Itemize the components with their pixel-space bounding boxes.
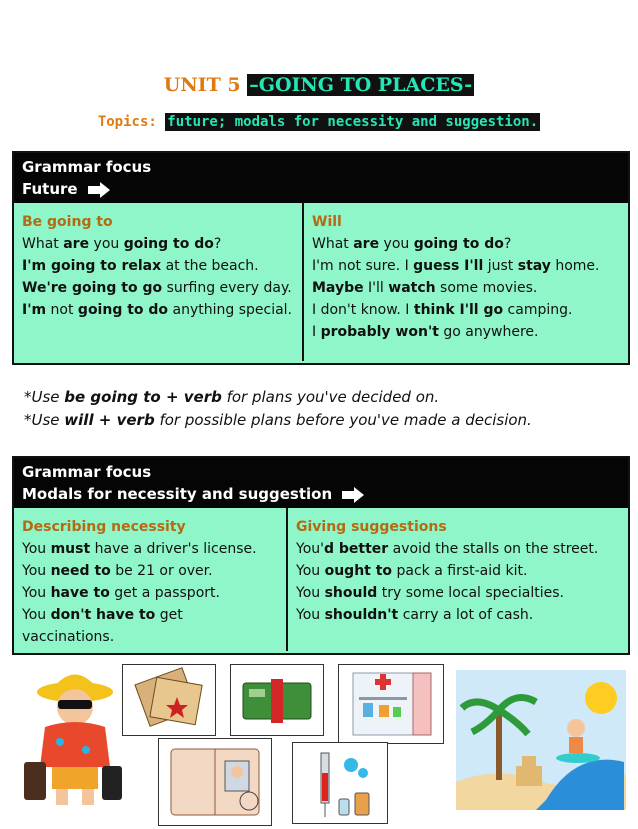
- first-aid-kit-image: [338, 664, 444, 744]
- grammar-keyword: I'm going to relax: [22, 258, 162, 274]
- unit-label: UNIT 5: [163, 74, 241, 96]
- note-text: for possible plans before you've made a decision.: [154, 411, 532, 429]
- sentence-text: You: [22, 607, 51, 623]
- example-sentence: [312, 321, 612, 343]
- be-going-to-title: Be going to: [22, 214, 113, 230]
- topics-label: Topics:: [97, 114, 157, 130]
- be-going-to-column: [14, 203, 302, 361]
- suggestions-examples: [296, 538, 612, 626]
- sentence-text: avoid the stalls on the street.: [388, 541, 599, 557]
- sentence-text: ?: [503, 236, 512, 252]
- necessity-title: Describing necessity: [22, 519, 186, 535]
- necessity-column: [14, 508, 286, 651]
- sentence-text: carry a lot of cash.: [398, 607, 534, 623]
- sentence-text: You': [296, 541, 324, 557]
- will-title: Will: [312, 214, 342, 230]
- sentence-text: You: [296, 585, 325, 601]
- sentence-text: be 21 or over.: [110, 563, 213, 579]
- suggestions-title: Giving suggestions: [296, 519, 447, 535]
- grammar-keyword: shouldn't: [324, 607, 399, 623]
- sentence-text: ?: [213, 236, 222, 252]
- sentence-text: try some local specialties.: [377, 585, 564, 601]
- sentence-text: just: [483, 258, 518, 274]
- example-sentence: [296, 560, 612, 582]
- sentence-text: home.: [550, 258, 600, 274]
- grammar-keyword: going to do: [123, 236, 214, 252]
- example-sentence: [296, 538, 612, 560]
- example-sentence: [312, 299, 612, 321]
- passport-image: [158, 738, 272, 826]
- grammar-keyword: I'm: [22, 302, 47, 318]
- grammar-keyword: must: [50, 541, 91, 557]
- vaccine-image: [292, 742, 388, 824]
- sentence-text: I'm not sure. I: [312, 258, 414, 274]
- sentence-text: I don't know. I: [312, 302, 414, 318]
- grammar-keyword: need to: [50, 563, 111, 579]
- sentence-text: camping.: [503, 302, 573, 318]
- example-sentence: [312, 255, 612, 277]
- sentence-text: get vaccinations.: [22, 607, 183, 645]
- grammar-keyword: Maybe: [312, 280, 364, 296]
- sentence-text: You: [22, 541, 51, 557]
- note-text: *Use: [24, 411, 65, 429]
- example-sentence: [22, 299, 294, 321]
- modals-subheading-row: [22, 483, 620, 505]
- topics-text: future; modals for necessity and suggestion.: [167, 114, 539, 130]
- grammar-keyword: ought to: [324, 563, 393, 579]
- beach-image: [456, 670, 626, 810]
- grammar-keyword: think I'll go: [413, 302, 504, 318]
- grammar-keyword: guess I'll: [413, 258, 484, 274]
- right-arrow-icon: [87, 181, 111, 199]
- sentence-text: I: [312, 324, 321, 340]
- unit-title: [0, 74, 638, 96]
- example-sentence: [312, 233, 612, 255]
- example-sentence: [22, 582, 278, 604]
- grammar-keyword: are: [63, 236, 90, 252]
- grammar-keyword: don't have to: [50, 607, 156, 623]
- grammar-keyword: are: [353, 236, 380, 252]
- example-sentence: [296, 604, 612, 626]
- grammar-box-modals: [12, 456, 630, 655]
- necessity-examples: [22, 538, 278, 648]
- money-image: [230, 664, 324, 736]
- grammar-keyword: watch: [388, 280, 436, 296]
- grammar-box-future: [12, 151, 630, 365]
- tourist-image: [20, 662, 130, 812]
- sentence-text: What: [22, 236, 64, 252]
- sentence-text: You: [296, 607, 325, 623]
- sentence-text: You: [296, 563, 325, 579]
- sentence-text: you: [379, 236, 414, 252]
- note-will: [24, 411, 532, 429]
- modals-subheading: Modals for necessity and suggestion: [22, 485, 333, 503]
- grammar-box-header: [14, 458, 628, 508]
- sentence-text: You: [22, 585, 51, 601]
- grammar-keyword: d better: [323, 541, 389, 557]
- unit-heading: –GOING TO PLACES-: [249, 74, 473, 96]
- sentence-text: I'll: [363, 280, 389, 296]
- note-text: *Use: [24, 388, 65, 406]
- note-bold: be going to + verb: [64, 388, 222, 406]
- suggestions-column: [286, 508, 620, 651]
- grammar-focus-heading: Grammar focus: [22, 463, 152, 481]
- tickets-image: [122, 664, 216, 736]
- right-arrow-icon: [341, 486, 365, 504]
- be-going-to-examples: [22, 233, 294, 321]
- note-going-to: [24, 388, 439, 406]
- grammar-keyword: should: [324, 585, 378, 601]
- sentence-text: pack a first-aid kit.: [392, 563, 528, 579]
- note-bold: will + verb: [64, 411, 155, 429]
- sentence-text: go anywhere.: [438, 324, 539, 340]
- sentence-text: not: [46, 302, 78, 318]
- sentence-text: get a passport.: [109, 585, 220, 601]
- grammar-keyword: have to: [50, 585, 110, 601]
- example-sentence: [22, 277, 294, 299]
- example-sentence: [22, 538, 278, 560]
- example-sentence: [22, 233, 294, 255]
- example-sentence: [22, 560, 278, 582]
- example-sentence: [22, 604, 278, 648]
- grammar-box-header: [14, 153, 628, 203]
- sentence-text: surfing every day.: [162, 280, 292, 296]
- sentence-text: you: [89, 236, 124, 252]
- grammar-keyword: going to do: [77, 302, 169, 318]
- will-examples: [312, 233, 612, 343]
- sentence-text: have a driver's license.: [90, 541, 257, 557]
- sentence-text: What: [312, 236, 354, 252]
- example-sentence: [312, 277, 612, 299]
- topics-line: [0, 114, 638, 130]
- will-column: [302, 203, 620, 361]
- example-sentence: [22, 255, 294, 277]
- example-sentence: [296, 582, 612, 604]
- sentence-text: anything special.: [168, 302, 292, 318]
- grammar-keyword: going to do: [413, 236, 504, 252]
- sentence-text: at the beach.: [161, 258, 259, 274]
- future-subheading-row: [22, 178, 620, 200]
- grammar-focus-heading: Grammar focus: [22, 158, 152, 176]
- grammar-keyword: probably won't: [320, 324, 439, 340]
- future-subheading: Future: [22, 180, 78, 198]
- grammar-keyword: stay: [517, 258, 551, 274]
- grammar-keyword: We're going to go: [22, 280, 163, 296]
- sentence-text: You: [22, 563, 51, 579]
- sentence-text: some movies.: [435, 280, 538, 296]
- note-text: for plans you've decided on.: [221, 388, 440, 406]
